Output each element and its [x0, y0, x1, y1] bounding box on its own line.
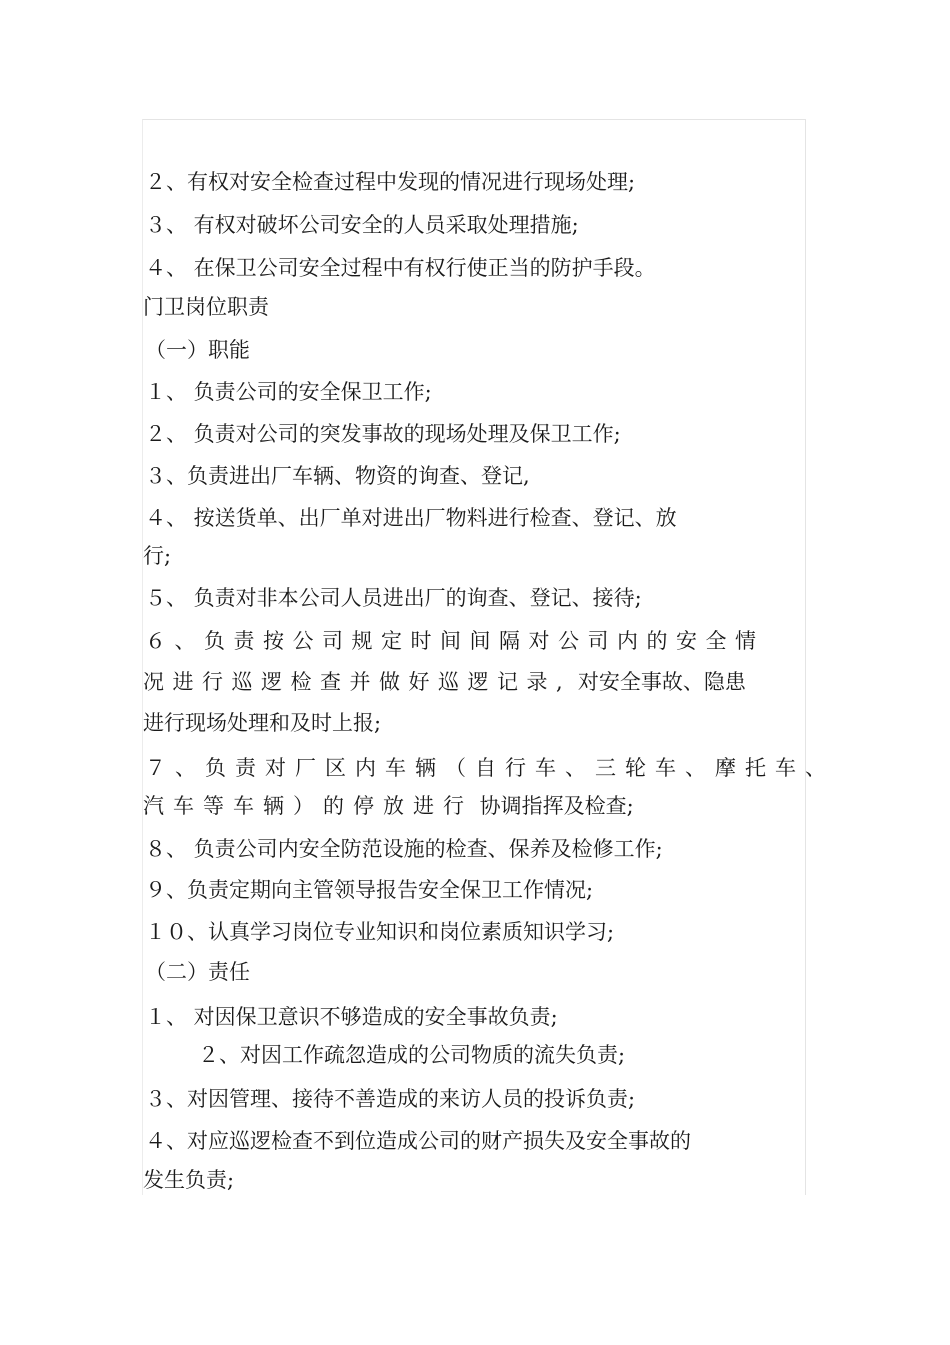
- rights-item-3: ３、 有权对破坏公司安全的人员采取处理措施;: [145, 213, 579, 237]
- function-item-6-cont1: [143, 668, 746, 696]
- responsibility-item-4-cont: 发生负责;: [143, 1168, 235, 1192]
- responsibility-item-3: ３、对因管理、接待不善造成的来访人员的投诉负责;: [145, 1087, 636, 1111]
- function-item-7-cont-b: 协调指挥及检查;: [473, 794, 634, 818]
- rights-item-2: ２、有权对安全检查过程中发现的情况进行现场处理;: [145, 170, 636, 194]
- subsection-responsibilities: （二）责任: [145, 960, 250, 984]
- responsibility-item-4: ４、对应巡逻检查不到位造成公司的财产损失及安全事故的: [145, 1129, 691, 1153]
- function-item-4: ４、 按送货单、出厂单对进出厂物料进行检查、登记、放: [145, 506, 677, 530]
- function-item-2: ２、 负责对公司的突发事故的现场处理及保卫工作;: [145, 422, 621, 446]
- rights-item-4: ４、 在保卫公司安全过程中有权行使正当的防护手段。: [145, 256, 656, 280]
- function-item-7: ７、负责对厂区内车辆（自行车、三轮车、摩托车、: [145, 756, 835, 780]
- subsection-functions: （一）职能: [145, 338, 250, 362]
- function-item-10: １０、认真学习岗位专业知识和岗位素质知识学习;: [145, 920, 615, 944]
- function-item-7-cont: [143, 792, 634, 820]
- function-item-3: ３、负责进出厂车辆、物资的询查、登记,: [145, 464, 530, 488]
- function-item-6: ６、负责按公司规定时间间隔对公司内的安全情: [145, 629, 765, 653]
- function-item-6-cont2: 进行现场处理和及时上报;: [143, 711, 382, 735]
- responsibility-item-2: ２、对因工作疏忽造成的公司物质的流失负责;: [198, 1043, 626, 1067]
- responsibility-item-1: １、 对因保卫意识不够造成的安全事故负责;: [145, 1005, 558, 1029]
- function-item-1: １、 负责公司的安全保卫工作;: [145, 380, 432, 404]
- function-item-8: ８、 负责公司内安全防范设施的检查、保养及检修工作;: [145, 837, 663, 861]
- function-item-9: ９、负责定期向主管领导报告安全保卫工作情况;: [145, 878, 594, 902]
- function-item-7-cont-a: 汽车等车辆）的停放进行: [143, 794, 473, 818]
- function-item-4-cont: 行;: [143, 544, 172, 568]
- function-item-6-cont1-a: 况进行巡逻检查并做好巡逻记录,: [143, 670, 572, 694]
- function-item-6-cont1-b: 对安全事故、隐患: [571, 670, 746, 694]
- function-item-5: ５、 负责对非本公司人员进出厂的询查、登记、接待;: [145, 586, 642, 610]
- section-title: 门卫岗位职责: [143, 295, 269, 319]
